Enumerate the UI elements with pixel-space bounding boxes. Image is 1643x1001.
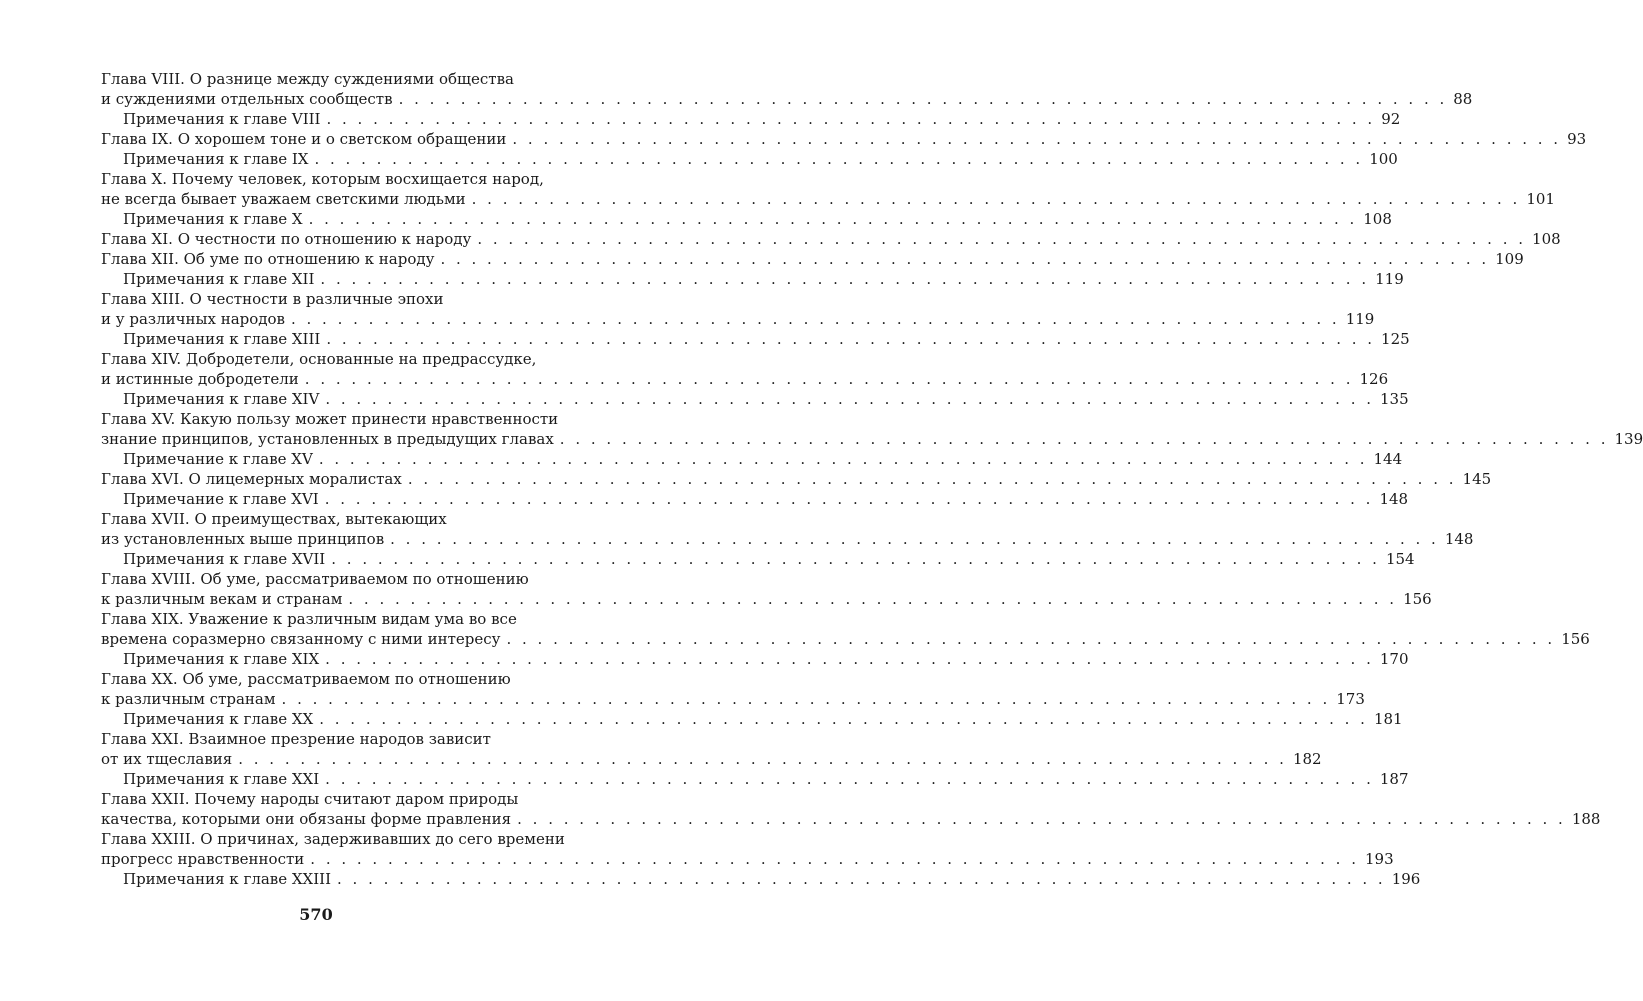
chapter-title: к различным странам [101, 690, 276, 708]
notes-title: Примечания к главе XII [123, 270, 315, 288]
chapter-title: Глава XVIII. Об уме, рассматриваемом по отношению [101, 570, 529, 588]
dot-leader [390, 529, 1439, 549]
toc-chapter-line [101, 749, 1322, 769]
toc-notes-line [101, 709, 1403, 729]
toc-page-number: 88 [1453, 90, 1473, 108]
chapter-title: Глава XVI. О лицемерных моралистах [101, 470, 402, 488]
chapter-title: не всегда бывает уважаем светскими людьми [101, 190, 466, 208]
notes-title: Примечания к главе X [123, 210, 303, 228]
dot-leader [326, 329, 1375, 349]
toc-page-number: 156 [1561, 630, 1590, 648]
toc-page-number: 119 [1375, 270, 1404, 288]
dot-leader [305, 369, 1354, 389]
dot-leader [319, 709, 1368, 729]
chapter-title: Глава XIII. О честности в различные эпохи [101, 290, 444, 308]
toc-chapter-line [101, 129, 1587, 149]
dot-leader [472, 189, 1521, 209]
notes-title: Примечание к главе XV [123, 450, 313, 468]
dot-leader [282, 689, 1331, 709]
chapter-title: и истинные добродетели [101, 370, 299, 388]
notes-title: Примечания к главе IX [123, 150, 309, 168]
toc-notes-line [101, 269, 1404, 289]
dot-leader [512, 129, 1561, 149]
chapter-title: Глава XV. Какую пользу может принести нравственности [101, 410, 559, 428]
toc-page-number: 108 [1363, 210, 1392, 228]
page-number: 570 [299, 905, 333, 924]
toc-chapter-line [101, 249, 1524, 269]
toc-chapter-line [101, 169, 557, 189]
chapter-title: и у различных народов [101, 310, 285, 328]
toc-page-number: 135 [1380, 390, 1409, 408]
toc-page-number: 154 [1385, 550, 1415, 568]
toc-page-number: 108 [1532, 230, 1561, 248]
chapter-title: времена соразмерно связанному с ними интересу [101, 630, 501, 648]
toc-page-number: 148 [1444, 530, 1474, 548]
dot-leader [337, 869, 1386, 889]
toc-chapter-line [101, 509, 557, 529]
dot-leader [517, 809, 1566, 829]
table-of-contents [101, 69, 1643, 889]
toc-chapter-line [101, 349, 557, 369]
toc-chapter-line [101, 89, 1473, 109]
toc-chapter-line [101, 689, 1365, 709]
dot-leader [325, 769, 1374, 789]
toc-notes-line [101, 449, 1403, 469]
dot-leader [291, 309, 1340, 329]
toc-chapter-line [101, 569, 557, 589]
chapter-title: знание принципов, установленных в предыдущих главах [101, 430, 554, 448]
toc-chapter-line [101, 609, 557, 629]
toc-notes-line [101, 389, 1409, 409]
toc-chapter-line [101, 589, 1432, 609]
toc-chapter-line [101, 429, 1643, 449]
chapter-title: Глава XVII. О преимуществах, вытекающих [101, 510, 447, 528]
chapter-title: Глава XXIII. О причинах, задерживавших до сего времени [101, 830, 565, 848]
toc-chapter-line [101, 229, 1561, 249]
dot-leader [331, 549, 1380, 569]
toc-chapter-line [101, 289, 557, 309]
toc-notes-line [101, 549, 1415, 569]
toc-chapter-line [101, 669, 557, 689]
dot-leader [310, 849, 1359, 869]
toc-page-number: 125 [1381, 330, 1410, 348]
toc-page-number: 139 [1614, 430, 1643, 448]
toc-page-number: 193 [1364, 850, 1394, 868]
toc-chapter-line [101, 369, 1389, 389]
toc-notes-line [101, 149, 1398, 169]
toc-page-number: 101 [1526, 190, 1555, 208]
toc-page-number: 187 [1379, 770, 1409, 788]
toc-page-number: 100 [1369, 150, 1398, 168]
toc-page-number: 196 [1391, 870, 1421, 888]
dot-leader [440, 249, 1489, 269]
toc-page-number: 173 [1336, 690, 1365, 708]
toc-page-number: 156 [1403, 590, 1432, 608]
dot-leader [325, 649, 1374, 669]
chapter-title: от их тщеславия [101, 750, 233, 768]
chapter-title: к различным векам и странам [101, 590, 343, 608]
chapter-title: Глава XXII. Почему народы считают даром природы [101, 790, 519, 808]
toc-page-number: 188 [1571, 810, 1601, 828]
dot-leader [408, 469, 1457, 489]
toc-chapter-line [101, 729, 557, 749]
chapter-title: Глава IX. О хорошем тоне и о светском обращении [101, 130, 507, 148]
toc-notes-line [101, 329, 1410, 349]
dot-leader [506, 629, 1555, 649]
toc-chapter-line [101, 829, 565, 849]
toc-notes-line [101, 769, 1409, 789]
dot-leader [325, 389, 1374, 409]
chapter-title: Глава XXI. Взаимное презрение народов зависит [101, 730, 491, 748]
notes-title: Примечание к главе XVI [123, 490, 319, 508]
dot-leader [309, 209, 1358, 229]
toc-notes-line [101, 489, 1409, 509]
chapter-title: Глава XIX. Уважение к различным видам ума во все [101, 610, 517, 628]
chapter-title: Глава VIII. О разнице между суждениями общества [101, 70, 514, 88]
notes-title: Примечания к главе XX [123, 710, 314, 728]
notes-title: Примечания к главе XIII [123, 330, 321, 348]
toc-page-number: 126 [1359, 370, 1389, 388]
toc-page-number: 148 [1379, 490, 1409, 508]
toc-page-number: 92 [1381, 110, 1401, 128]
notes-title: Примечания к главе XIX [123, 650, 320, 668]
dot-leader [326, 109, 1375, 129]
dot-leader [325, 489, 1374, 509]
dot-leader [348, 589, 1397, 609]
toc-chapter-line [101, 469, 1492, 489]
toc-page-number: 144 [1373, 450, 1403, 468]
toc-notes-line [101, 109, 1401, 129]
notes-title: Примечания к главе XXIII [123, 870, 332, 888]
chapter-title: и суждениями отдельных сообществ [101, 90, 393, 108]
toc-chapter-line [101, 409, 557, 429]
toc-chapter-line [101, 189, 1555, 209]
dot-leader [477, 229, 1526, 249]
toc-chapter-line [101, 849, 1394, 869]
dot-leader [319, 449, 1368, 469]
dot-leader [238, 749, 1287, 769]
toc-chapter-line [101, 529, 1474, 549]
chapter-title: Глава X. Почему человек, которым восхищается народ, [101, 170, 544, 188]
toc-chapter-line [101, 69, 557, 89]
chapter-title: Глава XII. Об уме по отношению к народу [101, 250, 435, 268]
chapter-title: прогресс нравственности [101, 850, 305, 868]
toc-page-number: 170 [1379, 650, 1409, 668]
toc-page-number: 109 [1495, 250, 1524, 268]
dot-leader [314, 149, 1363, 169]
toc-chapter-line [101, 809, 1601, 829]
chapter-title: качества, которыми они обязаны форме правления [101, 810, 512, 828]
notes-title: Примечания к главе VIII [123, 110, 321, 128]
chapter-title: Глава XIV. Добродетели, основанные на предрассудке, [101, 350, 537, 368]
toc-page-number: 93 [1567, 130, 1587, 148]
chapter-title: Глава XX. Об уме, рассматриваемом по отношению [101, 670, 511, 688]
notes-title: Примечания к главе XIV [123, 390, 320, 408]
toc-chapter-line [101, 789, 557, 809]
toc-page-number: 182 [1292, 750, 1322, 768]
toc-page-number: 145 [1462, 470, 1492, 488]
dot-leader [560, 429, 1609, 449]
notes-title: Примечания к главе XXI [123, 770, 320, 788]
toc-page-number: 119 [1345, 310, 1375, 328]
dot-leader [399, 89, 1448, 109]
dot-leader [320, 269, 1369, 289]
toc-notes-line [101, 209, 1392, 229]
chapter-title: из установленных выше принципов [101, 530, 385, 548]
toc-notes-line [101, 869, 1421, 889]
chapter-title: Глава XI. О честности по отношению к народу [101, 230, 472, 248]
toc-chapter-line [101, 309, 1375, 329]
toc-chapter-line [101, 629, 1590, 649]
notes-title: Примечания к главе XVII [123, 550, 326, 568]
toc-notes-line [101, 649, 1409, 669]
toc-page-number: 181 [1373, 710, 1403, 728]
